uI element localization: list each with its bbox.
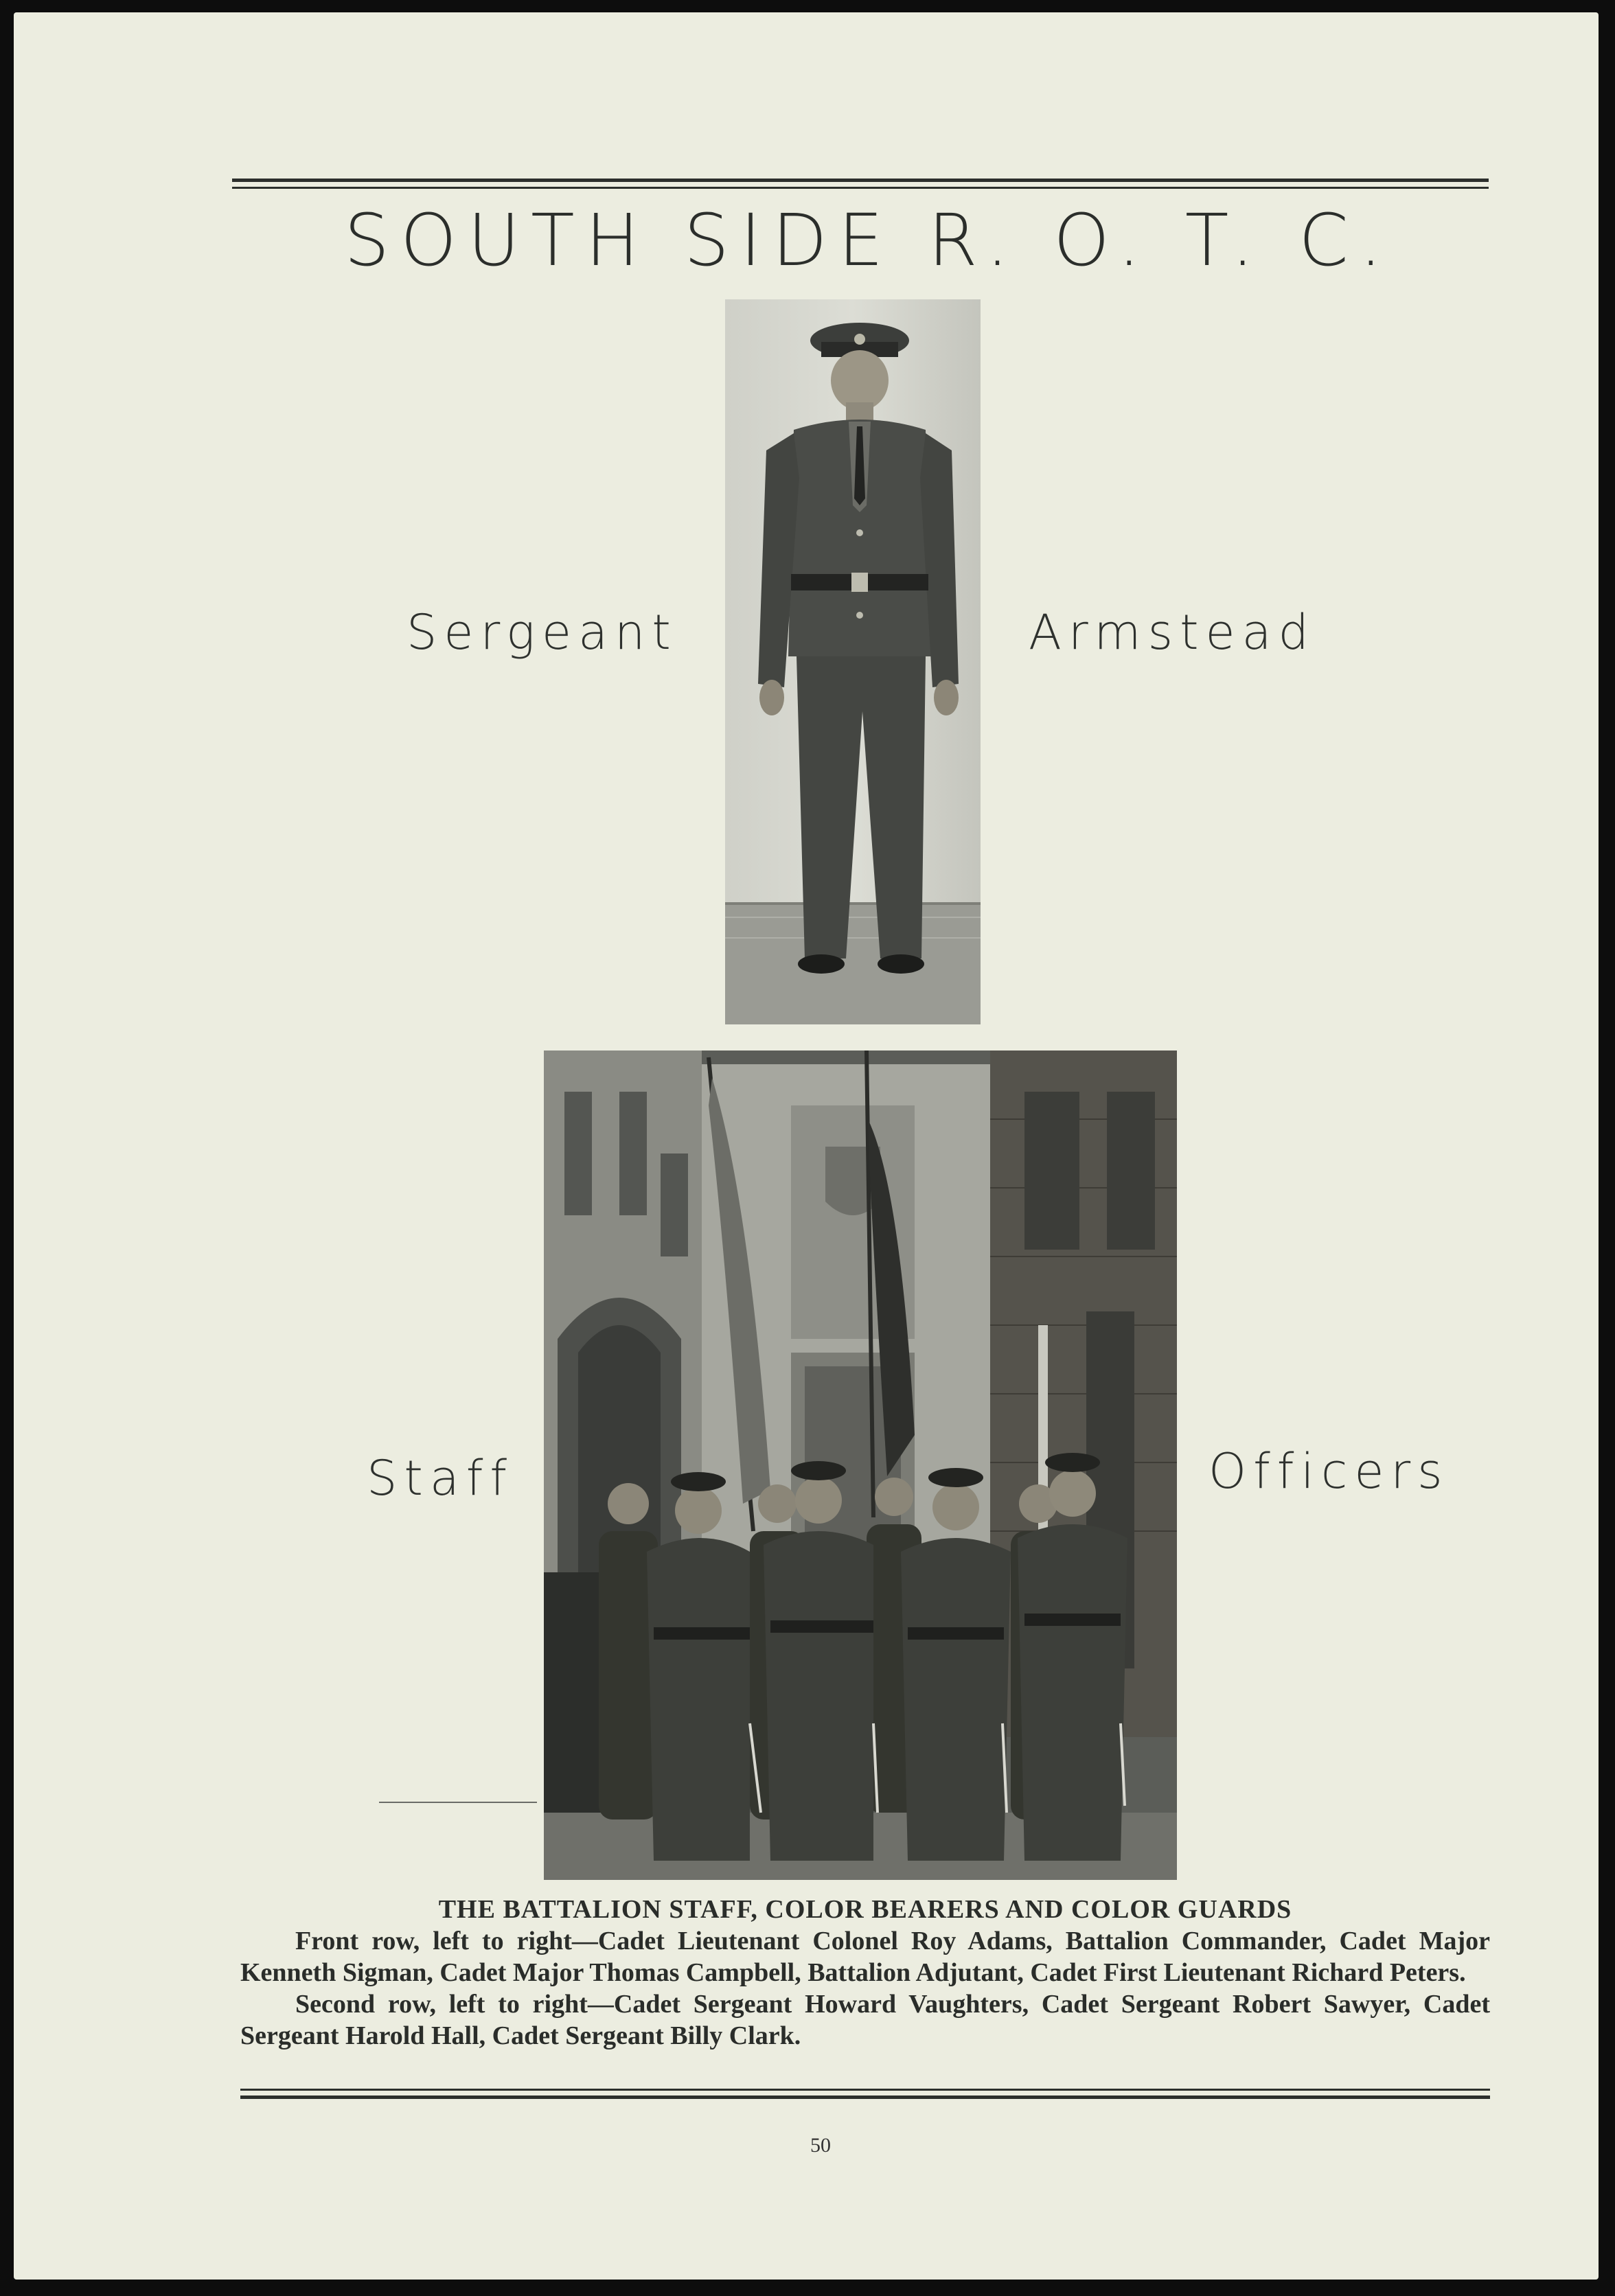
stray-mark [379, 1802, 537, 1803]
page-number: 50 [810, 2134, 831, 2157]
yearbook-page [14, 12, 1599, 2280]
portrait-photo [725, 299, 981, 1024]
photo-caption [240, 1894, 1490, 2052]
bottom-rule-lower [240, 2096, 1490, 2099]
group-label-right: Officers [1209, 1443, 1450, 1500]
top-rule-lower [232, 187, 1489, 189]
bottom-rule-upper [240, 2089, 1490, 2091]
group-label-left: Staff [367, 1450, 514, 1506]
caption-heading: THE BATTALION STAFF, COLOR BEARERS AND COLOR GUARDS [438, 1895, 1292, 1924]
portrait-label-left: Sergeant [406, 604, 678, 661]
group-photo [544, 1051, 1177, 1880]
top-rule-upper [232, 179, 1489, 182]
battalion-staff-image [544, 1051, 1177, 1880]
portrait-label-right: Armstead [1029, 604, 1316, 661]
page-title: SOUTH SIDE R. O. T. C. [344, 198, 1393, 282]
caption-second-row: Second row, left to right—Cadet Sergeant Howard Vaughters, Cadet Sergeant Robert Sawyer, Cadet Sergeant Harold Hall, Cadet Sergeant Billy Clark. [240, 1990, 1490, 2050]
caption-front-row: Front row, left to right—Cadet Lieutenant Colonel Roy Adams, Battalion Commander, Cadet Major Kenneth Sigman, Cadet Major Thomas Campbell, Battalion Adjutant, Cadet First Lieutenant Richard Peters. [240, 1927, 1490, 1987]
sergeant-portrait-image [725, 299, 981, 1024]
